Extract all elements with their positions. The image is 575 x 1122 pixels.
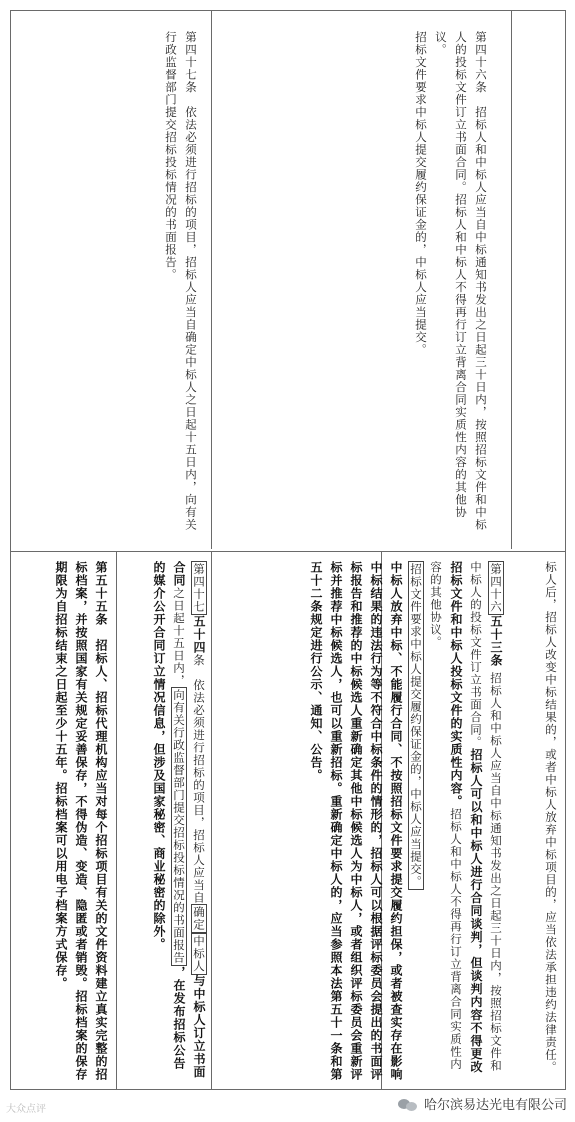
- article-number: 第四十七条: [184, 31, 198, 94]
- watermark-logo: 大众点评: [6, 1104, 46, 1115]
- added-text: ，在发布招标公告的媒介公开合同订立情况信息，但涉及国家秘密、商业秘密的除外。: [152, 561, 186, 1070]
- strikethrough-number: 第四十七: [192, 563, 206, 613]
- row-divider-c: [116, 551, 117, 1089]
- article-text: 之日起十五日内，: [172, 587, 186, 687]
- article-text: 招标人和中标人应当自中标通知书发出之日起三十日内，按照招标文件和中标人的投标文件订立书面合同。招标人和中标人不得再行订立背离合同实质性内容的其他协议。: [434, 31, 488, 531]
- article-47-old: [151, 31, 201, 531]
- article-55-new: [23, 561, 111, 1081]
- article-number: 第四十六条: [474, 31, 488, 94]
- added-text: 第五十五条 招标人、招标代理机构应当对每个招标项目有关的文件资料建立真实完整的招标档案，并按照国家有关规定妥善保存，不得伪造、变造、隐匿或者销毁。招标档案的保存期限为自招标结束之日起至少十五年。招标档案可以用电子档案方式保存。: [54, 561, 108, 1081]
- new-article-number: 五十三条: [489, 615, 503, 667]
- row-divider-top-a: [511, 11, 512, 549]
- brand-name: 哈尔滨易达光电有限公司: [423, 1098, 567, 1113]
- added-text: 招标人可以和中标人进行合同谈判，但谈判内容不得更改招标文件和中标人投标文件的实质性内容。: [449, 561, 483, 1074]
- article-54-new: [121, 561, 209, 1081]
- article-53-new: [216, 561, 506, 1081]
- new-article-number: 五十四: [192, 615, 206, 654]
- boxed-text: 中标人: [192, 935, 206, 973]
- article-text: 标人后，招标人改变中标结果的，或者中标人放弃中标项目的，应当依法承担违约法律责任。: [544, 561, 558, 1074]
- strikethrough-number: 第四十六: [489, 563, 503, 613]
- article-46-old: [331, 31, 491, 531]
- account-brand: [398, 1094, 567, 1113]
- added-text: 中标人放弃中标、不能履行合同、不按照招标文件要求提交履约担保，或者被查实存在影响中标结果的违法行为等不符合中标条件的情形的，招标人可以根据评标委员会提出的书面评标报告和推荐的中标候选人重新确定其他中标候选人为中标人，或者组织评标委员会重新评标并推荐中标候选人，也可以重新招标。重新确定中标人的，应当参照本法第五十一条和第五十二条规定进行公示、通知、公告。: [309, 561, 403, 1081]
- prior-article-tail: [516, 561, 561, 1081]
- boxed-text: 向有关行政监督部门提交招标投标情况的书面报告: [172, 689, 186, 964]
- article-text: 招标人和中标人不得再行订立背离合同实质性内容的其他协议。: [429, 561, 463, 1071]
- article-text: 条 依法必须进行招标的项目，招标人应当自: [192, 654, 206, 904]
- added-text: 与中标人订立书面合同: [172, 561, 206, 1079]
- article-text: 招标人和中标人应当自中标通知书发出之日起三十日内，按照招标文件和中标人的投标文件订立书面合同。: [469, 561, 503, 1072]
- row-divider-b: [211, 551, 212, 1089]
- article-text-extra: 招标文件要求中标人提交履约保证金的，中标人应当提交。: [414, 31, 428, 356]
- row-divider-top-b: [211, 11, 212, 549]
- article-text: 依法必须进行招标的项目，招标人应当自确定中标人之日起十五日内，向有关行政监督部门提交招标投标情况的书面报告。: [164, 31, 198, 531]
- boxed-text: 招标文件要求中标人提交履约保证金的，中标人应当提交。: [409, 563, 423, 888]
- table-middle-divider: [11, 551, 565, 552]
- wechat-icon: [398, 1097, 418, 1111]
- boxed-text: 确定: [192, 906, 206, 931]
- comparison-table: [10, 10, 566, 1090]
